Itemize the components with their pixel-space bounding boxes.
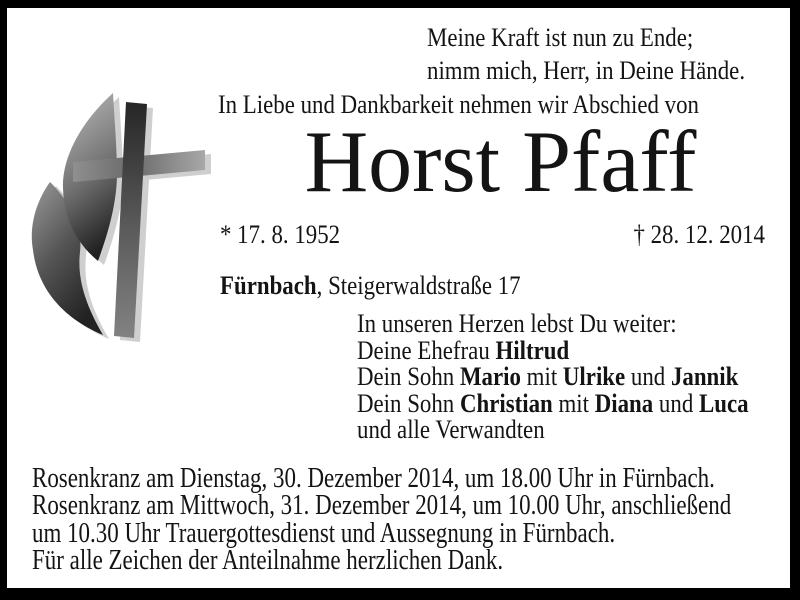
epigraph-line-1: Meine Kraft ist nun zu Ende; [427,23,694,52]
residence-place: Fürnbach [220,271,317,300]
wife-name: Hiltrud [495,335,570,365]
son2-prefix: Dein Sohn [357,388,455,418]
cross-and-flame-icon [30,88,225,350]
epigraph-line-2: nimm mich, Herr, in Deine Hände. [427,56,746,85]
family-son2-line [357,388,749,418]
son2-name: Christian [459,388,553,418]
deceased-name: Horst Pfaff [304,114,697,211]
son1-child: Jannik [670,362,739,391]
family-wife-line [357,335,749,365]
death-date: † 28. 12. 2014 [633,220,765,249]
son1-partner: Ulrike [562,362,626,391]
birth-date: * 17. 8. 1952 [220,220,341,249]
residence-line [220,273,521,299]
epigraph [427,21,745,87]
family-intro: In unseren Herzen lebst Du weiter: [357,309,677,338]
schedule-line-4: Für alle Zeichen der Anteilnahme herzlichen Dank. [32,544,504,576]
wife-prefix: Deine Ehefrau [357,335,490,365]
residence-street: , Steigerwaldstraße 17 [316,271,521,300]
intro-line: In Liebe und Dankbarkeit nehmen wir Abschied von [218,90,699,119]
son2-child: Luca [698,388,749,418]
family-block [357,311,749,444]
schedule-line-3: um 10.30 Uhr Trauergottesdienst und Aussegnung in Fürnbach. [32,517,616,549]
son2-mit: mit [558,388,590,418]
son2-und: und [658,388,694,418]
family-son1-line [357,364,749,391]
schedule-line-2: Rosenkranz am Mittwoch, 31. Dezember 2014, um 10.00 Uhr, anschließend [32,490,732,522]
son1-mit: mit [526,362,558,391]
son1-prefix: Dein Sohn [357,362,455,391]
son1-name: Mario [459,362,521,391]
son2-partner: Diana [594,388,654,418]
schedule-block [32,465,731,574]
schedule-line-1: Rosenkranz am Dienstag, 30. Dezember 2014, um 18.00 Uhr in Fürnbach. [32,463,715,494]
family-relatives-line: und alle Verwandten [357,415,545,444]
son1-und: und [630,362,666,391]
